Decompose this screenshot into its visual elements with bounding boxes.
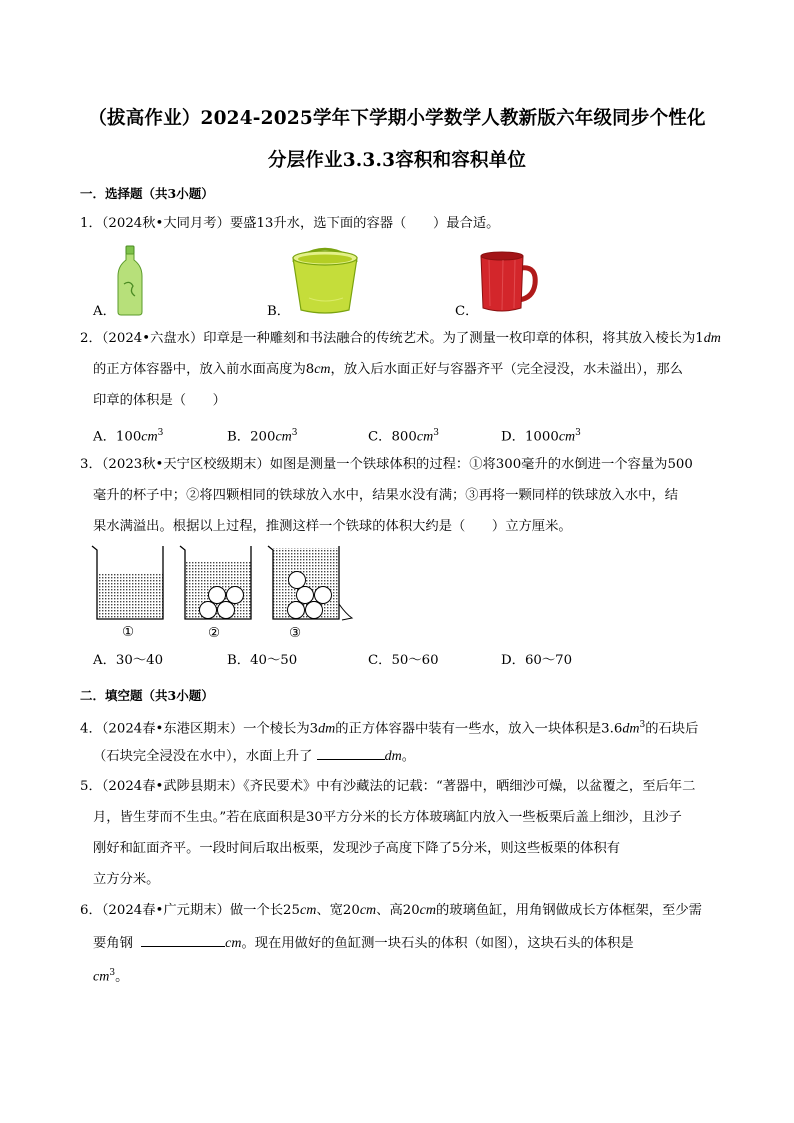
q2-option-c-sup: 3 (433, 428, 439, 438)
q2-option-d-unit: cm (558, 429, 576, 445)
q3-figure-label-2: ② (208, 626, 220, 641)
beaker-1 (92, 546, 163, 619)
q6-line2-text-a: 要角钢 (93, 936, 133, 951)
q2-option-c-unit: cm (416, 429, 434, 445)
section1-heading: 一．选择题（共3小题） (80, 186, 214, 201)
q2-unit-dm: dm (703, 331, 721, 346)
q6-line1-text-a: 6．（2024春•广元期末）做一个长25 (80, 903, 300, 918)
q6-line3-end: 。 (115, 969, 129, 985)
q4-line1-text-a: 4．（2024春•东港区期末）一个棱长为3 (80, 721, 319, 737)
q6-answer-blank[interactable] (141, 932, 225, 947)
page-title-line1: （拔高作业）2024-2025学年下学期小学数学人教新版六年级同步个性化 (88, 108, 706, 129)
q5-line2: 月，皆生芽而不生虫。”若在底面积是30平方分米的长方体玻璃缸内放入一些板栗后盖上细沙，且沙子 (93, 810, 682, 825)
bucket-icon (287, 242, 363, 314)
q4-line2-text: （石块完全浸没在水中），水面上升了 (93, 749, 313, 764)
q3-option-a[interactable]: A．30～40 (93, 653, 164, 668)
mug-icon (477, 250, 541, 314)
q6-line3-sup: 3 (109, 968, 116, 978)
q4-line2-end: 。 (401, 749, 416, 764)
q5-line4: 立方分米。 (93, 872, 160, 887)
page-title-line2: 分层作业3.3.3容积和容积单位 (267, 150, 527, 171)
q6-line1-s2: 、高20 (376, 903, 420, 918)
q1-option-c-label: C． (455, 304, 479, 319)
q2-option-d[interactable] (501, 423, 581, 447)
q6-unit-2: cm (359, 903, 377, 918)
q3-line1: 3．（2023秋•天宁区校级期末）如图是测量一个铁球体积的过程：①将300毫升的水倒进一个容量为500 (80, 457, 693, 472)
q5-line3: 刚好和缸面齐平。一段时间后取出板栗，发现沙子高度下降了5分米，则这些板栗的体积有 (93, 841, 621, 856)
q2-option-a-unit: cm (141, 429, 158, 445)
q4-answer-blank[interactable] (317, 745, 385, 760)
q2-line2 (93, 360, 683, 380)
beaker-2 (180, 546, 251, 619)
q2-option-c-label: C．800 (368, 429, 417, 445)
q2-option-b-sup: 3 (291, 428, 298, 438)
q4-line2-unit: dm (384, 749, 402, 764)
q2-line1 (80, 329, 721, 349)
q6-line1 (80, 901, 702, 921)
q1-text: 1．（2024秋•大同月考）要盛13升水，选下面的容器（ ）最合适。 (80, 216, 500, 231)
section2-heading: 二．填空题（共3小题） (80, 688, 214, 703)
q2-option-d-label: D．1000 (501, 429, 559, 445)
q4-sup3: 3 (639, 720, 646, 730)
q3-figure-label-3: ③ (289, 626, 301, 641)
q2-option-b[interactable] (227, 423, 298, 447)
q6-unit-3: cm (419, 903, 436, 918)
q3-figure-label-1: ① (122, 625, 134, 640)
q3-option-b[interactable]: B．40～50 (227, 653, 298, 668)
q2-option-b-unit: cm (275, 429, 292, 445)
q2-option-d-sup: 3 (575, 428, 581, 438)
q4-unit-dm: dm (318, 721, 336, 737)
q3-line2: 毫升的杯子中；②将四颗相同的铁球放入水中，结果水没有满；③再将一颗同样的铁球放入水中，结 (93, 488, 679, 503)
q3-option-c[interactable]: C．50～60 (368, 653, 439, 668)
bottle-icon (115, 244, 145, 316)
q6-line1-text-b: 的玻璃鱼缸，用角钢做成长方体框架，至少需 (436, 903, 702, 918)
q6-line2-text-b: 。现在用做好的鱼缸测一块石头的体积（如图），这块石头的体积是 (241, 936, 634, 951)
q2-line2-text-a: 的正方体容器中，放入前水面高度为8 (93, 362, 315, 377)
q1-option-b-label: B． (267, 304, 291, 319)
q6-line3 (93, 963, 128, 987)
q4-unit-dm3: dm (622, 721, 640, 737)
q4-line2 (93, 745, 415, 767)
q2-line2-text-b: ，放入后水面正好与容器齐平（完全浸没，水未溢出），那么 (330, 362, 683, 377)
q6-line2-unit: cm (225, 936, 242, 951)
q4-line1 (80, 715, 698, 739)
q2-option-a-label: A．100 (93, 429, 142, 445)
q5-line1: 5．（2024春•武陟县期末）《齐民要术》中有沙藏法的记载：“著器中，晒细沙可燥，以盆覆之，至后年二 (80, 779, 696, 794)
q2-unit-cm: cm (314, 362, 331, 377)
q2-option-a[interactable] (93, 423, 163, 447)
q6-line3-unit: cm (93, 969, 110, 985)
q6-line2 (93, 932, 634, 954)
q3-beakers-figure (90, 544, 360, 624)
q6-line1-s1: 、宽20 (316, 903, 360, 918)
q2-option-b-label: B．200 (227, 429, 276, 445)
beaker-3 (268, 546, 352, 620)
q2-option-a-sup: 3 (157, 428, 164, 438)
q3-option-d[interactable]: D．60～70 (501, 653, 573, 668)
q4-line1-text-b: 的正方体容器中装有一些水，放入一块体积是3.6 (335, 721, 623, 737)
q3-line3: 果水满溢出。根据以上过程，推测这样一个铁球的体积大约是（ ）立方厘米。 (93, 519, 572, 534)
q2-option-c[interactable] (368, 423, 439, 447)
q4-line1-text-c: 的石块后 (645, 721, 699, 737)
q6-unit-1: cm (299, 903, 317, 918)
q1-option-a-label: A． (93, 304, 116, 319)
q2-line1-text: 2．（2024•六盘水）印章是一种雕刻和书法融合的传统艺术。为了测量一枚印章的体积，将其放入棱长为1 (80, 331, 704, 346)
q2-line3: 印章的体积是（ ） (93, 393, 226, 408)
